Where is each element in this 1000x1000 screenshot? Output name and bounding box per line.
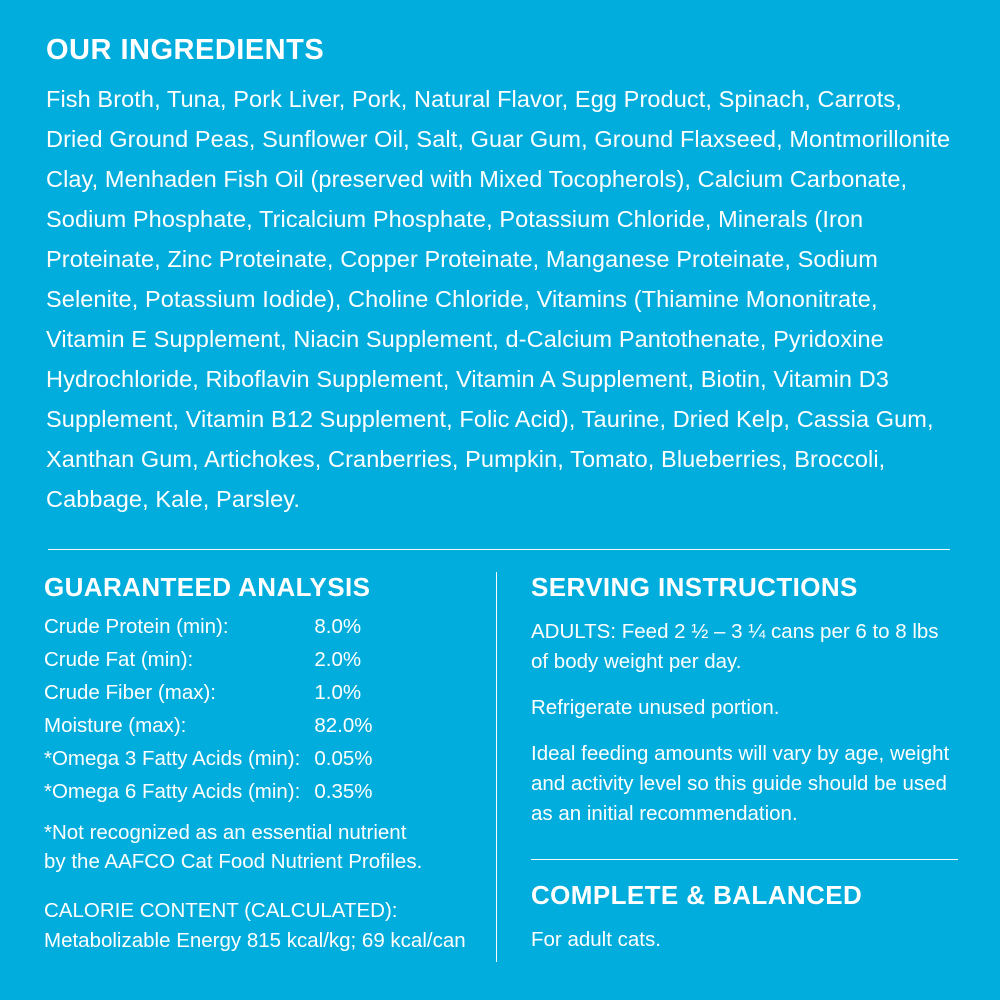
nutrient-value: 82.0%	[314, 714, 373, 737]
nutrient-value: 0.35%	[314, 780, 373, 803]
serving-instructions-paragraph-2: Refrigerate unused portion.	[531, 696, 780, 719]
right-column	[497, 572, 958, 980]
ingredients-title: OUR INGREDIENTS	[46, 34, 325, 66]
nutrient-label: Crude Protein (min):	[44, 615, 229, 638]
lower-columns	[44, 572, 958, 980]
right-column-divider	[531, 859, 958, 860]
aafco-footnote	[44, 818, 472, 876]
ingredients-section	[44, 34, 958, 519]
complete-balanced-title: COMPLETE & BALANCED	[531, 880, 863, 910]
nutrient-value: 0.05%	[314, 747, 373, 770]
complete-balanced-section	[531, 880, 958, 954]
serving-instructions-paragraph-3: Ideal feeding amounts will vary by age, weight and activity level so this guide should be used as an initial recommendation.	[531, 742, 950, 825]
right-column-spacer	[531, 954, 958, 980]
aafco-footnote-line-1: *Not recognized as an essential nutrient	[44, 821, 407, 844]
guaranteed-analysis-title: GUARANTEED ANALYSIS	[44, 572, 371, 602]
guaranteed-analysis-table	[44, 617, 372, 815]
nutrient-value: 8.0%	[314, 615, 362, 638]
nutrient-label: Crude Fiber (max):	[44, 681, 217, 704]
serving-instructions-section	[531, 572, 958, 845]
calorie-content	[44, 896, 472, 956]
nutrient-label: Moisture (max):	[44, 714, 187, 737]
horizontal-divider	[48, 549, 950, 550]
table-row	[44, 683, 372, 716]
table-row	[44, 650, 372, 683]
vertical-divider	[496, 572, 497, 962]
serving-instructions-title: SERVING INSTRUCTIONS	[531, 572, 858, 602]
nutrient-label: Crude Fat (min):	[44, 648, 194, 671]
table-row	[44, 617, 372, 650]
nutrient-label: *Omega 3 Fatty Acids (min):	[44, 747, 301, 770]
ingredients-text: Fish Broth, Tuna, Pork Liver, Pork, Natural Flavor, Egg Product, Spinach, Carrots, Dried Ground Peas, Sunflower Oil, Salt, Guar Gum, Ground Flaxseed, Montmorillonite Clay, Menhaden Fish Oil (preserved with Mixed Tocopherols), Calcium Carbonate, Sodium Phosphate, Tricalcium Phosphate, Potassium Chloride, Minerals (Iron Proteinate, Zinc Proteinate, Copper Proteinate, Manganese Proteinate, Sodium Selenite, Potassium Iodide), Choline Chloride, Vitamins (Thiamine Mononitrate, Vitamin E Supplement, Niacin Supplement, d-Calcium Pantothenate, Pyridoxine Hydrochloride, Riboflavin Supplement, Vitamin A Supplement, Biotin, Vitamin D3 Supplement, Vitamin B12 Supplement, Folic Acid), Taurine, Dried Kelp, Cassia Gum, Xanthan Gum, Artichokes, Cranberries, Pumpkin, Tomato, Blueberries, Broccoli, Cabbage, Kale, Parsley.	[46, 86, 951, 512]
aafco-footnote-line-2: by the AAFCO Cat Food Nutrient Profiles.	[44, 850, 423, 873]
table-row	[44, 716, 372, 749]
serving-instructions-paragraph-1: ADULTS: Feed 2 ½ – 3 ¼ cans per 6 to 8 lbs of body weight per day.	[531, 620, 939, 673]
table-row	[44, 749, 372, 782]
complete-balanced-subtitle: For adult cats.	[531, 928, 661, 951]
guaranteed-analysis-section	[44, 572, 496, 980]
calorie-content-value: Metabolizable Energy 815 kcal/kg; 69 kcal/can	[44, 929, 466, 952]
nutrient-value: 1.0%	[314, 681, 362, 704]
nutrient-value: 2.0%	[314, 648, 362, 671]
table-row	[44, 782, 372, 815]
calorie-content-heading: CALORIE CONTENT (CALCULATED):	[44, 899, 398, 922]
nutrient-label: *Omega 6 Fatty Acids (min):	[44, 780, 301, 803]
